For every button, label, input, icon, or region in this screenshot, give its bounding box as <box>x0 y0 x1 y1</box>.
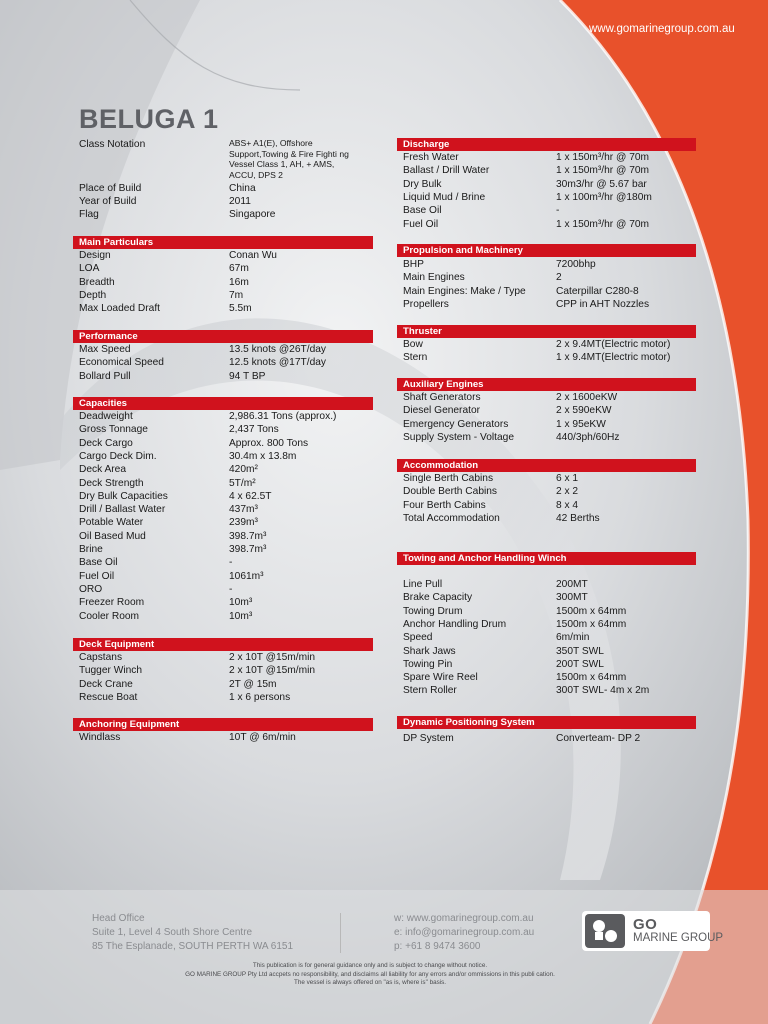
spec-label: LOA <box>79 263 100 275</box>
spec-value: 300MT <box>556 592 588 604</box>
spec-value: 7m <box>229 289 244 301</box>
section-header: Discharge <box>397 138 696 151</box>
spec-label: Breadth <box>79 276 115 288</box>
footer-divider <box>340 913 341 953</box>
spec-value: 5.5m <box>229 303 252 315</box>
spec-label: Dry Bulk Capacities <box>79 490 168 502</box>
spec-value: 2 x 590eKW <box>556 405 612 417</box>
contact-web[interactable]: w: www.gomarinegroup.com.au <box>394 913 534 924</box>
spec-label: Design <box>79 250 111 261</box>
spec-value: 7200bhp <box>556 259 596 270</box>
spec-value: 300T SWL- 4m x 2m <box>556 685 650 697</box>
spec-label: Oil Based Mud <box>79 530 146 542</box>
spec-label: Fresh Water <box>403 152 459 163</box>
spec-value: Approx. 800 Tons <box>229 437 309 449</box>
spec-label: Cargo Deck Dim. <box>79 450 157 462</box>
spec-value: 1 x 150m³/hr @ 70m <box>556 218 650 230</box>
spec-label: Depth <box>79 289 107 301</box>
spec-value: 8 x 4 <box>556 499 579 511</box>
spec-label: ORO <box>79 583 103 595</box>
spec-value: 1 x 9.4MT(Electric motor) <box>556 352 671 364</box>
spec-value: 1500m x 64mm <box>556 605 627 617</box>
spec-value: 2 x 10T @15m/min <box>229 652 316 663</box>
section-header: Anchoring Equipment <box>73 718 373 731</box>
spec-value: 1 x 100m³/hr @180m <box>556 191 652 203</box>
disclaimer-line: This publication is for general guidance only and is subject to change without notice. <box>252 962 488 969</box>
spec-label: Speed <box>403 632 433 644</box>
spec-label: Deck Cargo <box>79 437 133 449</box>
spec-value: 10T @ 6m/min <box>229 732 296 743</box>
spec-label: Max Loaded Draft <box>79 303 160 315</box>
spec-label: Emergency Generators <box>403 418 509 430</box>
spec-label: Base Oil <box>79 557 118 569</box>
spec-label: Deadweight <box>79 411 133 422</box>
spec-value: - <box>229 583 233 595</box>
spec-label: Fuel Oil <box>79 570 115 582</box>
spec-value: 6 x 1 <box>556 473 579 484</box>
spec-label: Fuel Oil <box>403 218 439 230</box>
disclaimer <box>120 962 620 988</box>
contact-phone: p: +61 8 9474 3600 <box>394 941 481 952</box>
spec-label: Place of Build <box>79 183 142 194</box>
office-line: Suite 1, Level 4 South Shore Centre <box>92 927 253 938</box>
spec-label: Main Engines: Make / Type <box>403 285 526 297</box>
section-header: Performance <box>73 330 373 343</box>
class-notation-label: Class Notation <box>79 139 146 150</box>
vessel-title: BELUGA 1 <box>79 104 219 134</box>
spec-value: Converteam- DP 2 <box>556 733 641 744</box>
section-header: Towing and Anchor Handling Winch <box>397 552 696 565</box>
spec-value: 16m <box>229 276 249 288</box>
spec-label: Supply System - Voltage <box>403 431 514 443</box>
office-line: 85 The Esplanade, SOUTH PERTH WA 6151 <box>92 941 294 952</box>
spec-value: 239m³ <box>229 517 258 529</box>
spec-value: 2T @ 15m <box>229 678 277 690</box>
spec-value: 42 Berths <box>556 512 600 524</box>
disclaimer-line: GO MARINE GROUP Pty Ltd accpets no responsibility, and disclaims all liability for any errors and/or ommissions in this publi cation. <box>185 970 555 978</box>
spec-label: Freezer Room <box>79 597 145 609</box>
spec-label: Total Accommodation <box>403 512 500 524</box>
spec-label: Bow <box>403 339 423 350</box>
spec-label: Spare Wire Reel <box>403 672 478 684</box>
spec-label: Gross Tonnage <box>79 424 148 436</box>
spec-value: CPP in AHT Nozzles <box>556 298 650 310</box>
spec-label: Double Berth Cabins <box>403 486 498 498</box>
spec-value: 12.5 knots @17T/day <box>229 357 326 369</box>
spec-label: Economical Speed <box>79 357 164 369</box>
section-header: Auxiliary Engines <box>397 378 696 391</box>
spec-label: Shaft Generators <box>403 392 481 403</box>
spec-label: Line Pull <box>403 579 443 590</box>
section-header: Propulsion and Machinery <box>397 244 696 257</box>
spec-value: 350T SWL <box>556 645 604 657</box>
spec-value: 5T/m² <box>229 477 256 489</box>
spec-value: 437m³ <box>229 504 258 516</box>
spec-label: Cooler Room <box>79 610 140 622</box>
section-header: Deck Equipment <box>73 638 373 651</box>
spec-value: 2011 <box>229 196 251 207</box>
spec-value: 67m <box>229 263 249 275</box>
spec-value: 2,986.31 Tons (approx.) <box>229 411 337 422</box>
spec-label: BHP <box>403 259 424 270</box>
spec-value: 1 x 150m³/hr @ 70m <box>556 152 650 163</box>
spec-value: 1061m³ <box>229 570 264 582</box>
spec-label: Shark Jaws <box>403 645 456 657</box>
website-url-top[interactable]: www.gomarinegroup.com.au <box>589 23 735 35</box>
spec-value: 2,437 Tons <box>229 424 279 436</box>
disclaimer-line: The vessel is always offered on "as is, where is" basis. <box>293 979 447 987</box>
spec-label: Windlass <box>79 732 121 743</box>
spec-label: Towing Pin <box>403 658 453 670</box>
section-header: Capacities <box>73 397 373 410</box>
spec-label: Max Speed <box>79 344 131 355</box>
spec-label: Flag <box>79 209 99 220</box>
spec-value: 4 x 62.5T <box>229 490 272 502</box>
spec-label: Anchor Handling Drum <box>403 618 507 630</box>
spec-value: 200T SWL <box>556 658 604 670</box>
spec-label: Propellers <box>403 298 449 310</box>
spec-value: 6m/min <box>556 632 590 644</box>
spec-label: Single Berth Cabins <box>403 473 494 484</box>
spec-label: Base Oil <box>403 205 442 217</box>
spec-label: Capstans <box>79 652 123 663</box>
spec-label: Bollard Pull <box>79 370 131 382</box>
spec-label: Deck Strength <box>79 477 144 489</box>
spec-label: Main Engines <box>403 272 465 284</box>
spec-value: 10m³ <box>229 597 253 609</box>
spec-value: 2 x 2 <box>556 486 579 498</box>
spec-value: 420m² <box>229 464 258 476</box>
spec-value: 10m³ <box>229 610 253 622</box>
spec-value: 2 x 9.4MT(Electric motor) <box>556 339 671 350</box>
spec-value: 2 x 1600eKW <box>556 392 618 403</box>
head-office-block <box>92 912 293 954</box>
contact-email[interactable]: e: info@gomarinegroup.com.au <box>394 927 535 938</box>
spec-label: Rescue Boat <box>79 691 138 703</box>
spec-label: DP System <box>403 733 454 744</box>
spec-label: Deck Crane <box>79 678 133 690</box>
spec-label: Year of Build <box>79 196 137 207</box>
spec-label: Liquid Mud / Brine <box>403 191 486 203</box>
office-line: Head Office <box>92 913 145 924</box>
spec-value: 200MT <box>556 579 588 590</box>
spec-label: Tugger Winch <box>79 665 143 677</box>
spec-label: Potable Water <box>79 517 144 529</box>
section-header: Accommodation <box>397 459 696 472</box>
contact-block <box>394 912 534 954</box>
spec-value: 1 x 150m³/hr @ 70m <box>556 165 650 177</box>
spec-label: Stern <box>403 352 428 364</box>
spec-label: Four Berth Cabins <box>403 499 486 511</box>
spec-value: 30m3/hr @ 5.67 bar <box>556 178 647 190</box>
spec-label: Towing Drum <box>403 605 463 617</box>
spec-value: 398.7m³ <box>229 530 267 542</box>
spec-value: - <box>556 205 560 217</box>
spec-value: - <box>229 557 233 569</box>
spec-value: 13.5 knots @26T/day <box>229 344 326 355</box>
spec-value: China <box>229 183 256 194</box>
spec-value: Conan Wu <box>229 250 277 261</box>
spec-value: Singapore <box>229 209 276 220</box>
spec-label: Dry Bulk <box>403 178 442 190</box>
spec-label: Drill / Ballast Water <box>79 504 166 516</box>
spec-value: 1500m x 64mm <box>556 618 627 630</box>
spec-value: 1 x 95eKW <box>556 418 606 430</box>
spec-label: Diesel Generator <box>403 405 481 417</box>
spec-label: Stern Roller <box>403 685 457 697</box>
spec-label: Brake Capacity <box>403 592 473 604</box>
section-header: Main Particulars <box>73 236 373 249</box>
section-header: Dynamic Positioning System <box>397 716 696 729</box>
spec-label: Brine <box>79 544 103 555</box>
spec-value: 440/3ph/60Hz <box>556 431 620 443</box>
spec-value: 94 T BP <box>229 370 266 382</box>
spec-value: 30.4m x 13.8m <box>229 450 297 462</box>
spec-value: 2 <box>556 272 562 284</box>
logo-text-go: GO <box>633 916 658 933</box>
spec-value: 1 x 6 persons <box>229 691 291 703</box>
spec-label: Ballast / Drill Water <box>403 165 490 177</box>
spec-value: 1500m x 64mm <box>556 672 627 684</box>
spec-value: 2 x 10T @15m/min <box>229 665 316 677</box>
logo-mark-icon <box>585 914 625 948</box>
logo-text-marine-group: MARINE GROUP <box>633 932 724 944</box>
spec-value: 398.7m³ <box>229 544 267 555</box>
spec-value: Caterpillar C280-8 <box>556 285 639 297</box>
class-notation-value: ABS+ A1(E), Offshore Support,Towing & Fire Fighti ng Vessel Class 1, AH, + AMS, ACCU, DPS 2 <box>229 138 349 180</box>
spec-label: Deck Area <box>79 464 126 476</box>
section-header: Thruster <box>397 325 696 338</box>
